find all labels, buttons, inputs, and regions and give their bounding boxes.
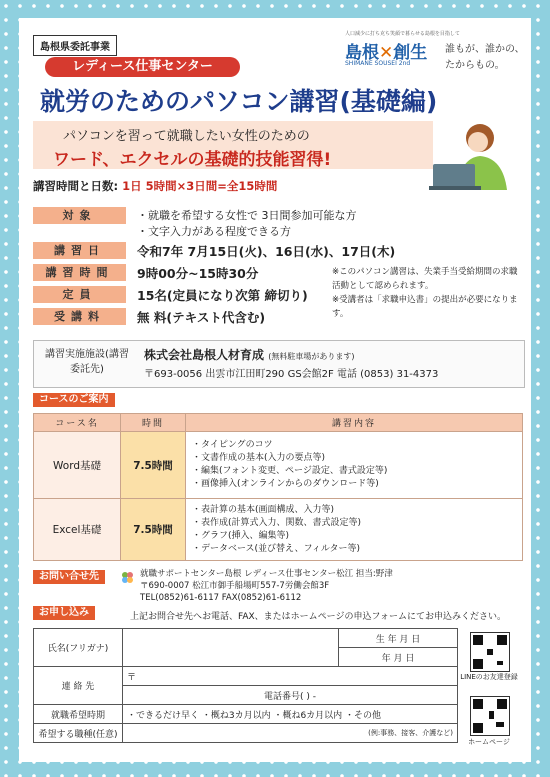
notes <box>332 265 522 321</box>
info-value: ・就職を希望する女性で 3日間参加可能な方 <box>137 209 357 222</box>
info-value: ・文字入力がある程度できる方 <box>137 225 291 238</box>
line-qr-label: LINEのお友達登録 <box>460 673 518 681</box>
period-options[interactable]: ・できるだけ早く ・概ね3カ月以内 ・概ね6カ月以内 ・その他 <box>123 705 458 724</box>
brand-logo-text: 島根✕創生 <box>345 43 428 63</box>
course-content: ・タイピングのコツ ・文書作成の基本(入力の要点等) ・編集(フォント変更、ページ設定、書式設定等) ・画像挿入(オンラインからのダウンロード等) <box>186 432 523 499</box>
info-label: 講習日 <box>33 242 126 259</box>
contact-address: 〒690-0007 松江市御手船場町557-7労働会館3F <box>140 581 330 591</box>
info-label: 定員 <box>33 286 126 303</box>
course-hours: 7.5時間 <box>121 432 186 499</box>
hours-summary <box>33 178 277 194</box>
contact-section-title: お問い合せ先 <box>33 570 105 584</box>
line-qr-code[interactable] <box>470 632 510 672</box>
course-col-content: 講習内容 <box>186 414 523 432</box>
info-label: 講習時間 <box>33 264 126 281</box>
shimane-sousei-logo <box>345 30 525 80</box>
course-table <box>33 413 523 561</box>
course-col-hours: 時間 <box>121 414 186 432</box>
course-name: Word基礎 <box>34 432 121 499</box>
lead-band <box>33 121 433 169</box>
info-label: 対象 <box>33 207 126 224</box>
facility-address: 〒693-0056 出雲市江田町290 GS会館2F 電話 (0853) 31-4373 <box>144 369 439 380</box>
homepage-qr-code[interactable] <box>470 696 510 736</box>
hours-label: 講習時間と日数: <box>33 179 119 193</box>
contact-info <box>140 568 393 604</box>
phone-field[interactable]: 電話番号( ) - <box>123 686 458 705</box>
woman-at-laptop-illustration <box>425 120 515 190</box>
job-field[interactable]: (例:事務、接客、介護など) <box>123 724 458 743</box>
table-row <box>34 499 523 561</box>
lead-line-2: ワード、エクセルの基礎的技能習得! <box>53 150 332 170</box>
name-field[interactable] <box>123 629 339 667</box>
period-label: 就職希望時期 <box>34 705 123 724</box>
course-name: Excel基礎 <box>34 499 121 561</box>
lead-line-1: パソコンを習って就職したい女性のための <box>63 129 310 144</box>
info-value: 9時00分~15時30分 <box>137 266 259 281</box>
name-label: 氏名(フリガナ) <box>34 629 123 667</box>
apply-instructions: 上記お問合せ先へお電話、FAX、またはホームページの申込フォームにてお申込みください。 <box>130 612 507 622</box>
info-value: 無 料(テキスト代含む) <box>137 310 266 325</box>
postal-field[interactable]: 〒 <box>123 667 458 686</box>
birth-field[interactable]: 年 月 日 <box>339 648 458 667</box>
brand-tagline: 人口減少に打ち克ち笑顔で暮らせる島根を目指して <box>345 31 460 37</box>
note-application: ※受講者は「求職申込書」の提出が必要になります。 <box>332 295 518 319</box>
application-form <box>33 628 458 743</box>
contact-org: 就職サポートセンター島根 レディース仕事センター松江 担当:野津 <box>140 569 393 579</box>
info-value: 15名(定員になり次第 締切り) <box>137 288 308 303</box>
job-label: 希望する職種(任意) <box>34 724 123 743</box>
hours-value: 1日 5時間×3日間=全15時間 <box>122 179 278 193</box>
commission-tag: 島根県委託事業 <box>33 35 117 56</box>
table-row <box>34 432 523 499</box>
birth-label: 生 年 月 日 <box>339 629 458 648</box>
page-title: 就労のためのパソコン講習(基礎編) <box>40 87 438 116</box>
brand-sub: SHIMANE SOUSEI 2nd <box>345 60 411 67</box>
info-label: 受講料 <box>33 308 126 325</box>
info-value: 令和7年 7月15日(火)、16日(水)、17日(木) <box>137 244 396 259</box>
center-name-badge: レディース仕事センター <box>45 57 240 77</box>
course-section-title: コースのご案内 <box>33 393 115 407</box>
course-content: ・表計算の基本(画面構成、入力等) ・表作成(計算式入力、関数、書式設定等) ・グラフ(挿入、編集等) ・データベース(並び替え、フィルター等) <box>186 499 523 561</box>
contact-label: 連 絡 先 <box>34 667 123 705</box>
facility-label: 講習実施施設(講習委託先) <box>45 349 129 375</box>
clover-icon <box>120 570 134 588</box>
course-hours: 7.5時間 <box>121 499 186 561</box>
note-unemployment: ※このパソコン講習は、失業手当受給期間の求職活動として認められます。 <box>332 267 518 291</box>
facility-name: 株式会社島根人材育成 (無料駐車場があります) <box>144 348 355 362</box>
slogan: 誰もが、誰かの、たからもの。 <box>445 44 525 71</box>
apply-section-title: お申し込み <box>33 606 95 620</box>
contact-phone: TEL(0852)61-6117 FAX(0852)61-6112 <box>140 593 302 603</box>
course-col-name: コース名 <box>34 414 121 432</box>
homepage-qr-label: ホームページ <box>468 738 510 746</box>
facility-box <box>33 340 525 388</box>
